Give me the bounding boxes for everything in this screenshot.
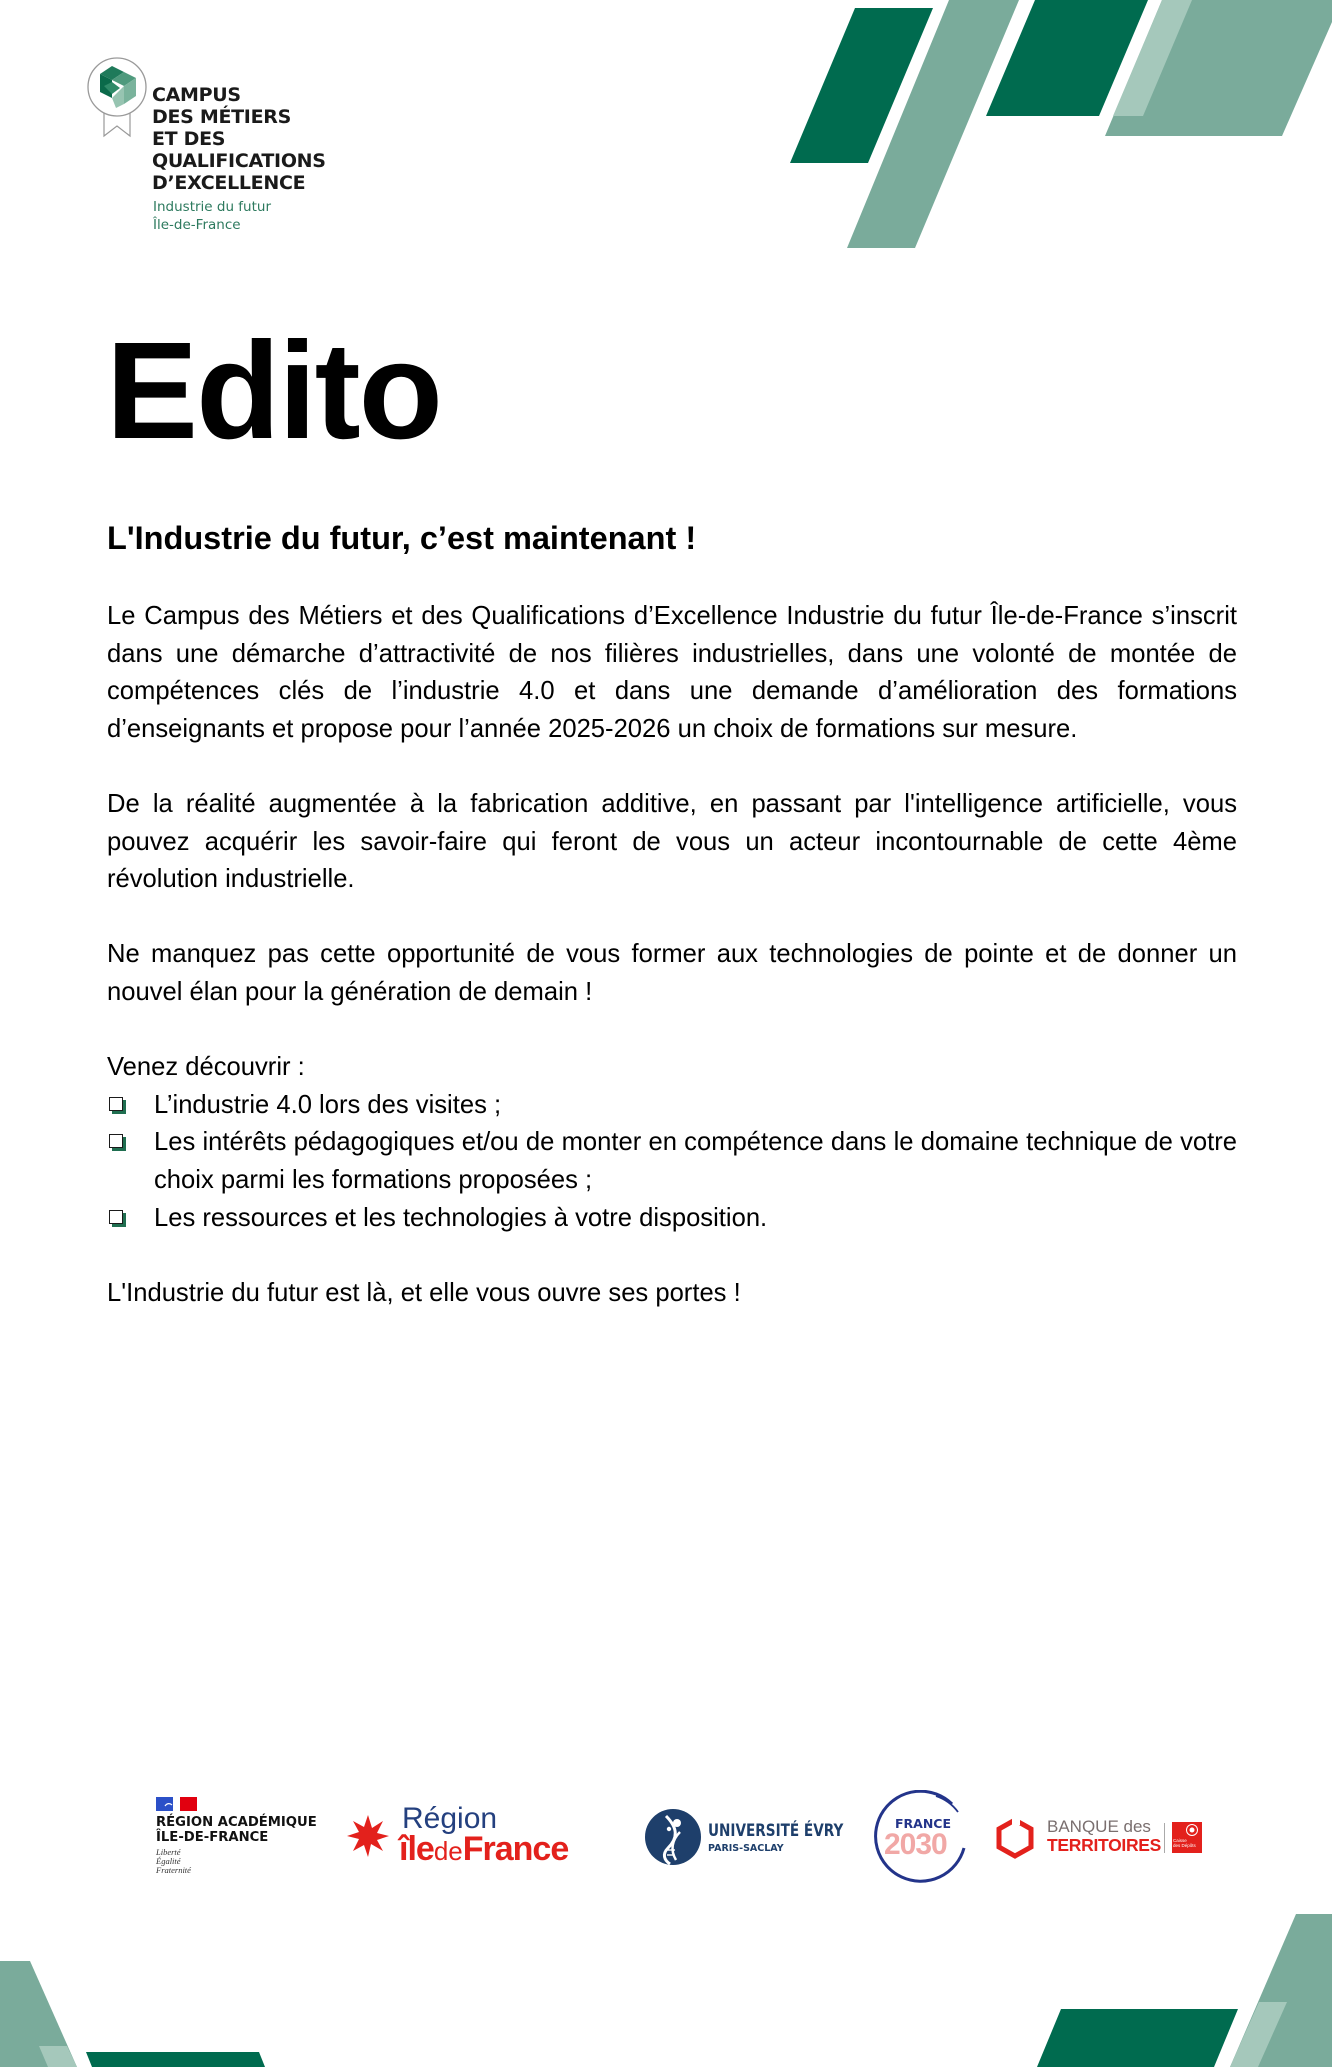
campus-logo-subtitle	[153, 198, 271, 234]
campus-badge-icon	[86, 56, 148, 138]
logo-line: ET DES	[152, 128, 226, 150]
motto-line: Égalité	[156, 1856, 181, 1866]
region-idf-ile: île	[399, 1830, 434, 1868]
banque-separator	[1164, 1823, 1165, 1853]
region-idf-de: de	[433, 1836, 463, 1866]
region-academique-line: RÉGION ACADÉMIQUE	[156, 1815, 317, 1830]
list-item-text: Les ressources et les technologies à votre disposition.	[154, 1203, 768, 1232]
closing-line: L'Industrie du futur est là, et elle vous ouvre ses portes !	[107, 1278, 741, 1307]
section-heading: L'Industrie du futur, c’est maintenant !	[107, 520, 697, 556]
universite-sub: PARIS-SACLAY	[708, 1843, 784, 1854]
cdc-line: des Dépôts	[1173, 1843, 1196, 1848]
page-title: Edito	[106, 314, 441, 468]
region-academique-name	[156, 1815, 317, 1845]
motto-line: Liberté	[156, 1847, 181, 1857]
list-item-text: L’industrie 4.0 lors des visites ;	[154, 1090, 502, 1119]
list-item	[107, 1200, 1237, 1238]
hollow-square-bullet-icon	[109, 1097, 123, 1111]
logo-sub-line: Industrie du futur	[153, 199, 272, 215]
logo-line: D’EXCELLENCE	[152, 172, 306, 194]
list-item	[107, 1087, 1237, 1125]
list-intro: Venez découvrir :	[107, 1053, 305, 1082]
list-item	[107, 1124, 1237, 1199]
logo-sub-line: Île-de-France	[153, 217, 241, 233]
caisse-des-depots-emblem-icon	[1172, 1822, 1202, 1838]
paragraph: Le Campus des Métiers et des Qualifications d’Excellence Industrie du futur Île-de-France s’inscrit dans une démarche d’attractivité de nos filières industrielles, dans une volonté de montée de compétences clés de l’industrie 4.0 et dans une demande d’amélioration des formations d’enseignants et propose pour l’année 2025-2026 un choix de formations sur mesure.	[107, 602, 1237, 743]
republic-motto	[156, 1848, 191, 1875]
paragraph: De la réalité augmentée à la fabrication additive, en passant par l'intelligence artificielle, vous pouvez acquérir les savoir-faire qui feront de vous un acteur incontournable de cette 4ème révolution industrielle.	[107, 789, 1237, 894]
hollow-square-bullet-icon	[109, 1210, 123, 1224]
hollow-square-bullet-icon	[109, 1134, 123, 1148]
region-idf-line1: Région	[402, 1802, 498, 1835]
region-academique-line: ÎLE-DE-FRANCE	[156, 1830, 269, 1845]
region-idf-france: France	[462, 1830, 569, 1868]
cdc-line: Caisse	[1173, 1838, 1187, 1843]
red-star-icon	[346, 1814, 390, 1858]
campus-logo-title	[152, 84, 326, 194]
motto-line: Fraternité	[156, 1865, 191, 1875]
logo-line: QUALIFICATIONS	[152, 150, 326, 172]
logo-line: CAMPUS	[152, 84, 241, 106]
campus-logo	[86, 56, 148, 143]
list-item-text: Les intérêts pédagogiques et/ou de monter en compétence dans le domaine technique de votre choix parmi les formations proposées ;	[154, 1128, 1237, 1194]
french-republic-flag-icon	[156, 1797, 197, 1811]
deco-bottom-right-dark	[1037, 2009, 1238, 2067]
region-idf-line2	[399, 1832, 568, 1868]
discover-list	[107, 1087, 1237, 1237]
banque-line1: BANQUE des	[1047, 1817, 1151, 1836]
logo-line: DES MÉTIERS	[152, 106, 291, 128]
caisse-des-depots-text	[1173, 1838, 1201, 1848]
dna-figure-icon	[644, 1808, 702, 1866]
france-2030-year: 2030	[884, 1828, 947, 1861]
edito-body	[107, 598, 1237, 1312]
deco-bottom-left-dark	[86, 2052, 265, 2067]
france-2030-label: FRANCE	[894, 1816, 951, 1831]
banque-line2: TERRITOIRES	[1047, 1835, 1162, 1855]
paragraph: Ne manquez pas cette opportunité de vous former aux technologies de pointe et de donner un nouvel élan pour la génération de demain !	[107, 940, 1237, 1006]
hexagon-icon	[995, 1817, 1035, 1859]
universite-name: UNIVERSITÉ ÉVRY	[708, 1821, 844, 1841]
